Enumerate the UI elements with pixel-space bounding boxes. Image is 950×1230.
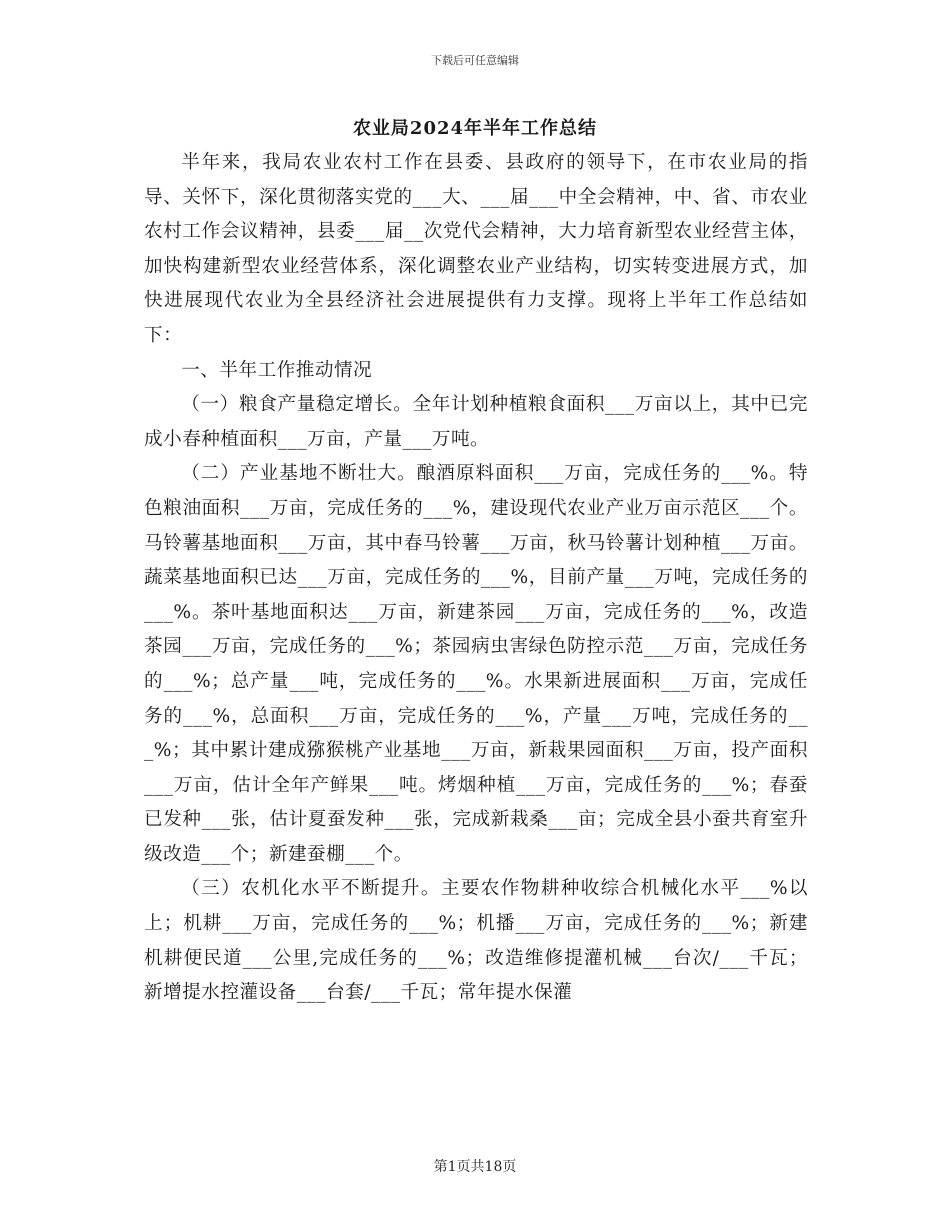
paragraph-grain: （一）粮食产量稳定增长。全年计划种植粮食面积___万亩以上，其中已完成小春种植面积___万亩，产量___万吨。 — [144, 394, 808, 450]
header-note: 下载后可任意编辑 — [431, 54, 519, 67]
paragraph-industry-base: （二）产业基地不断壮大。酿酒原料面积___万亩，完成任务的___%。特色粮油面积___万亩，完成任务的___%，建设现代农业产业万亩示范区___个。马铃薯基地面积___万亩，其中春马铃薯___万亩，秋马铃薯计划种植___万亩。蔬菜基地面积已达___万亩，完成任务的___%，目前产量___万吨，完成任务的___%。茶叶基地面积达___万亩，新建茶园___万亩，完成任务的___%，改造茶园___万亩，完成任务的___%；茶园病虫害绿色防控示范___万亩，完成任务的___%；总产量___吨，完成任务的___%。水果新进展面积___万亩，完成任务的___%，总面积___万亩，完成任务的___%，产量___万吨，完成任务的___%；其中累计建成猕猴桃产业基地___万亩，新栽果园面积___万亩，投产面积___万亩，估计全年产鲜果___吨。烤烟种植___万亩，完成任务的___%；春蚕已发种___张，估计夏蚕发种___张，完成新栽桑___亩；完成全县小蚕共育室升级改造___个；新建蚕棚___个。 — [144, 463, 808, 865]
section-heading: 一、半年工作推动情况 — [181, 359, 373, 381]
paragraph-mechanization: （三）农机化水平不断提升。主要农作物耕种收综合机械化水平___%以上；机耕___万亩，完成任务的___%；机播___万亩，完成任务的___%；新建机耕便民道___公里,完成任务的___%；改造维修提灌机械___台次/___千瓦；新增提水控灌设备___台套/___千瓦；常年提水保灌 — [144, 878, 808, 1004]
page-footer: 第1页共18页 — [433, 1159, 517, 1175]
document-title: 农业局2024年半年工作总结 — [352, 118, 598, 139]
intro-paragraph: 半年来，我局农业农村工作在县委、县政府的领导下，在市农业局的指导、关怀下，深化贯彻落实党的___大、___届___中全会精神，中、省、市农业农村工作会议精神，县委___届__次党代会精神，大力培育新型农业经营主体，加快构建新型农业经营体系，深化调整农业产业结构，切实转变进展方式，加快进展现代农业为全县经济社会进展提供有力支撑。现将上半年工作总结如下： — [144, 152, 808, 346]
document-body — [144, 146, 808, 1011]
